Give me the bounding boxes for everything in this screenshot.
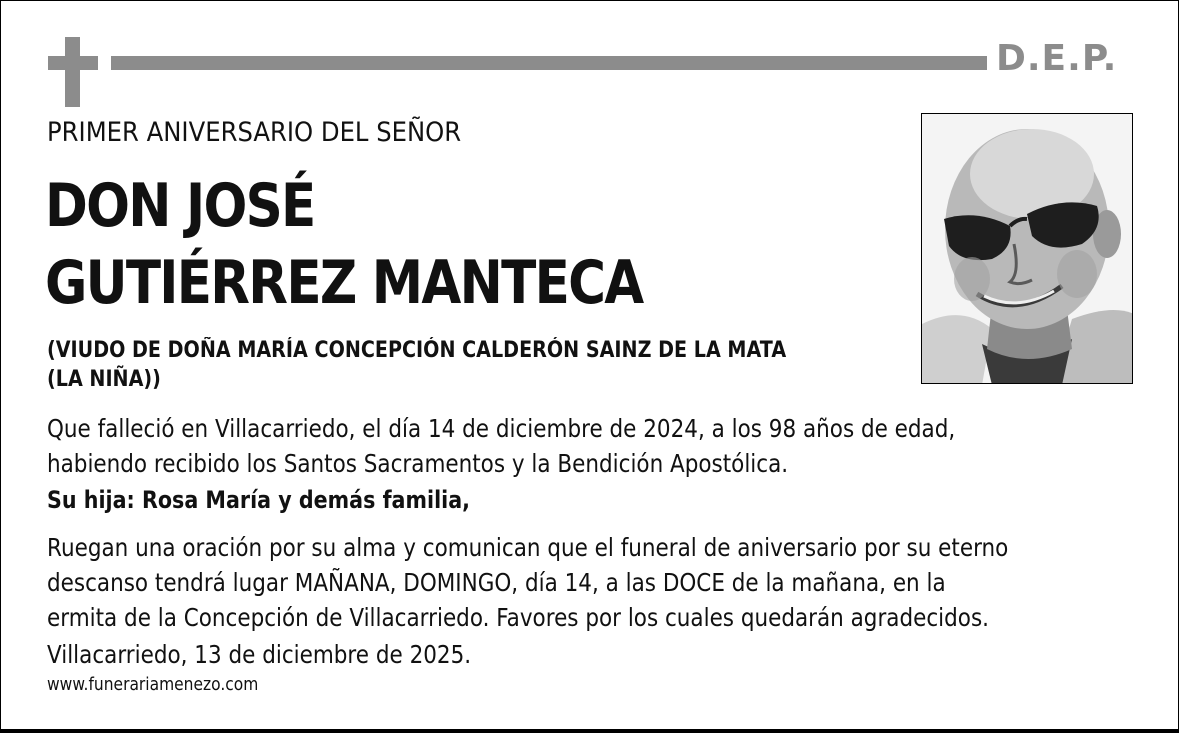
cross-icon <box>65 37 80 107</box>
widower-note <box>47 336 856 394</box>
notice-overline: PRIMER ANIVERSARIO DEL SEÑOR <box>47 117 462 148</box>
death-details <box>47 411 1079 481</box>
funeral-request-line2: descanso tendrá lugar MAÑANA, DOMINGO, día 14, a las DOCE de la mañana, en la <box>47 568 946 597</box>
death-details-line1: Que falleció en Villacarriedo, el día 14 de diciembre de 2024, a los 98 años de edad, <box>47 414 956 443</box>
portrait-photo <box>921 113 1133 384</box>
header-rule <box>111 56 987 70</box>
widower-note-line2: (LA NIÑA)) <box>47 367 161 392</box>
deceased-name-line1: DON JOSÉ <box>45 171 315 241</box>
portrait-illustration <box>922 114 1133 384</box>
deceased-name-line2: GUTIÉRREZ MANTECA <box>45 248 643 318</box>
funeral-request-line3: ermita de la Concepción de Villacarriedo. Favores por los cuales quedarán agradecidos. <box>47 603 989 632</box>
funeral-request <box>47 530 1131 635</box>
website-link: www.funerariamenezo.com <box>47 674 259 695</box>
funeral-request-line1: Ruegan una oración por su alma y comunican que el funeral de aniversario por su eterno <box>47 533 1009 562</box>
deceased-name <box>45 168 642 322</box>
family-line: Su hija: Rosa María y demás familia, <box>47 486 470 514</box>
cross-icon-bar <box>48 56 98 70</box>
widower-note-line1: (VIUDO DE DOÑA MARÍA CONCEPCIÓN CALDERÓN SAINZ DE LA MATA <box>47 338 787 363</box>
death-details-line2: habiendo recibido los Santos Sacramentos y la Bendición Apostólica. <box>47 449 789 478</box>
dep-label: D.E.P. <box>996 38 1118 79</box>
place-date: Villacarriedo, 13 de diciembre de 2025. <box>47 640 472 669</box>
